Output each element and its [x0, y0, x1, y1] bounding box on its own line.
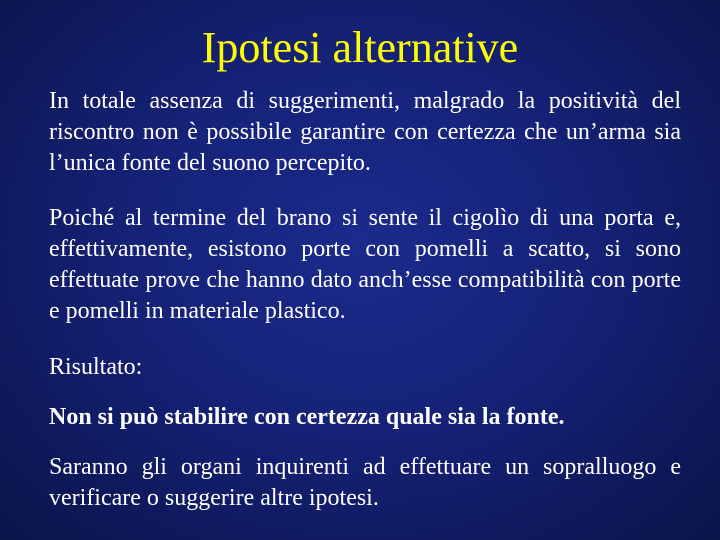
result-label: Risultato:	[49, 354, 143, 380]
slide-title: Ipotesi alternative	[201, 23, 519, 72]
paragraph-absence-of-suggestions: In totale assenza di suggerimenti, malgrado la positività del riscontro non è possibile garantire con certezza che un’arma sia l’unica fonte del suono percepito.	[49, 88, 681, 176]
paragraph-door-creak: Poiché al termine del brano si sente il cigolìo di una porta e, effettivamente, esistono porte con pomelli a scatto, si sono effettuate prove che hanno dato anch’esse compatibilità con porte e pomelli in materiale plastico.	[49, 205, 681, 324]
result-statement: Non si può stabilire con certezza quale sia la fonte.	[49, 404, 565, 430]
paragraph-investigators: Saranno gli organi inquirenti ad effettuare un sopralluogo e verificare o suggerire altre ipotesi.	[49, 454, 681, 511]
